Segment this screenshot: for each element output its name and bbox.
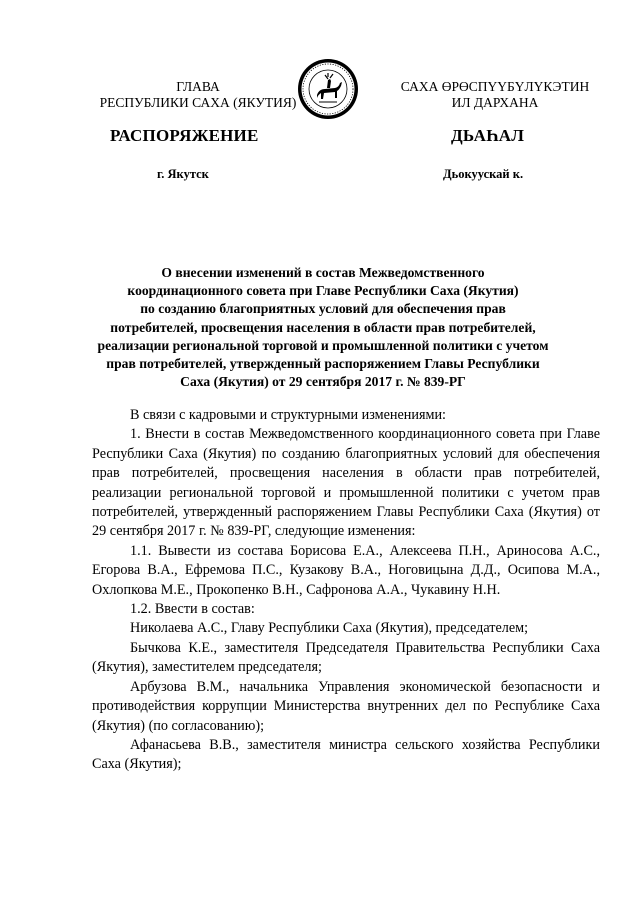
title-line: потребителей, просвещения населения в области прав потребителей,: [110, 319, 536, 335]
doc-type-ru: РАСПОРЯЖЕНИЕ: [110, 126, 259, 145]
paragraph-member: Арбузова В.М., начальника Управления экономической безопасности и противодействия коррупции Министерства внутренних дел по Республике Саха (Якутия) (по согласованию);: [92, 678, 600, 734]
issuer-line-1-sah: САХА ӨРӨСПҮҮБҮЛҮКЭТИН: [400, 79, 590, 94]
issuer-line-1: ГЛАВА: [176, 79, 220, 94]
issuer-header-ru: [78, 79, 318, 110]
paragraph-member: Афанасьева В.В., заместителя министра сельского хозяйства Республики Саха (Якутия);: [92, 736, 600, 773]
paragraph-member: Бычкова К.Е., заместителя Председателя Правительства Республики Саха (Якутия), заместителем председателя;: [92, 639, 600, 676]
title-line: прав потребителей, утвержденный распоряжением Главы Республики: [106, 356, 540, 372]
issuer-line-2-sah: ИЛ ДАРХАНА: [451, 94, 539, 110]
paragraph-item-1-1: 1.1. Вывести из состава Борисова Е.А., Алексеева П.Н., Ариносова А.С., Егорова В.А., Ефремова П.С., Кузакову В.А., Ноговицына Д.Д., Осипова М.А., Охлопкова М.Е., Прокопенко В.Н., Сафронова А.А., Чукавину Н.Н.: [92, 542, 600, 598]
city-sah: Дьокуускай к.: [443, 167, 524, 181]
document-body: [92, 406, 600, 775]
document-title: [84, 264, 562, 391]
title-line: реализации региональной торговой и промышленной политики с учетом: [97, 337, 549, 353]
city-ru: г. Якутск: [157, 167, 209, 181]
title-line: координационного совета при Главе Республики Саха (Якутия): [127, 283, 519, 299]
title-line: О внесении изменений в состав Межведомственного: [161, 265, 485, 280]
paragraph-preamble: В связи с кадровыми и структурными изменениями:: [130, 407, 447, 423]
issuer-line-2: РЕСПУБЛИКИ САХА (ЯКУТИЯ): [99, 94, 297, 110]
title-line: Саха (Якутия) от 29 сентября 2017 г. № 839-РГ: [180, 374, 466, 390]
paragraph-member: Николаева А.С., Главу Республики Саха (Якутия), председателем;: [130, 620, 529, 637]
coat-of-arms-emblem-icon: [297, 58, 359, 120]
doc-type-sah: ДЬАҺАЛ: [451, 126, 525, 145]
issuer-header-sah: [375, 79, 615, 110]
title-line: по созданию благоприятных условий для обеспечения прав: [140, 301, 506, 317]
paragraph-item-1-2: 1.2. Ввести в состав:: [130, 601, 255, 618]
paragraph-item-1: 1. Внести в состав Межведомственного координационного совета при Главе Республики Саха (Якутия) по созданию благоприятных условий для обеспечения прав потребителей, просвещения населения в области прав потребителей, реализации региональной торговой и промышленной политики с учетом прав потребителей, утвержденный распоряжением Главы Республики Саха (Якутия) от 29 сентября 2017 г. № 839-РГ, следующие изменения:: [92, 426, 600, 540]
